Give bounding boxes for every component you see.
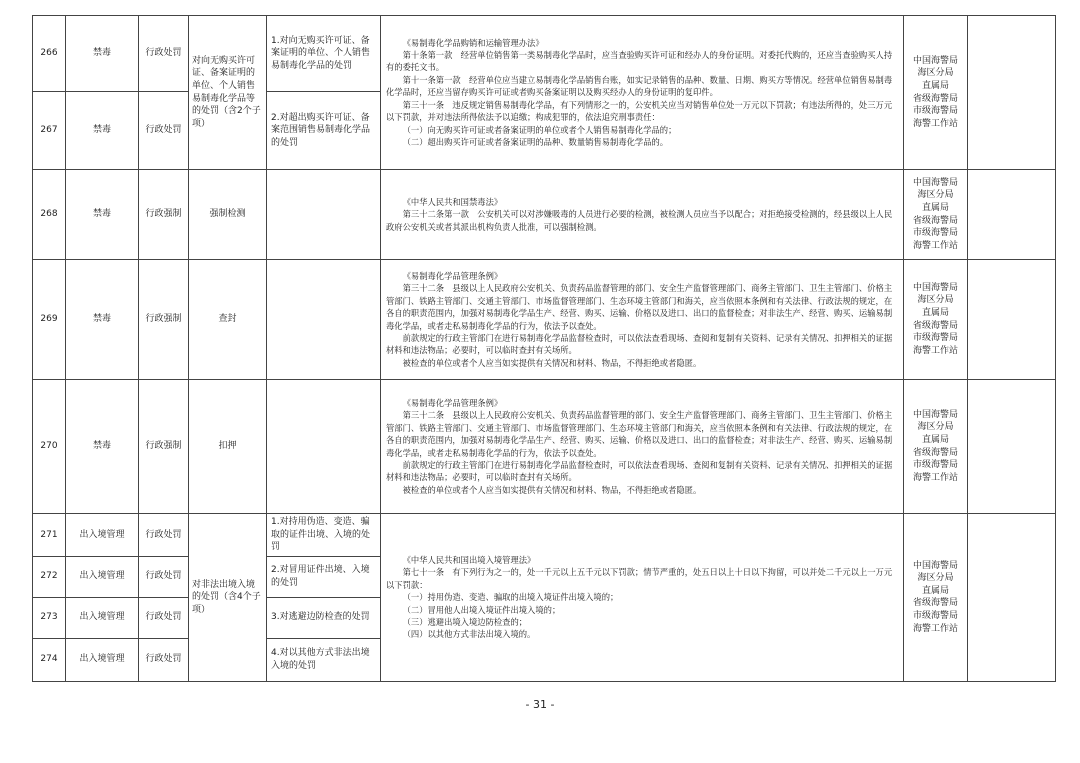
legal-basis xyxy=(381,380,904,514)
sub-item: 2.对冒用证件出境、入境的处罚 xyxy=(267,556,381,597)
row-category: 禁毒 xyxy=(66,16,139,92)
basis-line: 第三十一条 违反规定销售易制毒化学品，有下列情形之一的，公安机关应当对销售单位处一万元以下罚款；有违法所得的，处三万元以下罚款，并对违法所得依法予以追缴；构成犯罪的，依法追究刑事责任： xyxy=(386,99,893,123)
row-type: 行政处罚 xyxy=(139,597,189,638)
authority xyxy=(904,170,968,260)
basis-line: （一）持用伪造、变造、骗取的出境入境证件出境入境的； xyxy=(402,592,619,603)
authority-line: 直属局 xyxy=(921,80,949,91)
authority-line: 省级海警局 xyxy=(912,598,958,609)
authority xyxy=(904,16,968,170)
basis-line: 第三十二条第一款 公安机关可以对涉嫌吸毒的人员进行必要的检测，被检测人员应当予以配合；对拒绝接受检测的，经县级以上人民政府公安机关或者其派出机构负责人批准，可以强制检测。 xyxy=(386,209,893,232)
item-name: 强制检测 xyxy=(189,170,267,260)
row-number: 270 xyxy=(33,380,66,514)
row-number: 267 xyxy=(33,92,66,170)
sub-item: 1.对持用伪造、变造、骗取的证件出境、入境的处罚 xyxy=(267,514,381,557)
authority-line: 海区分局 xyxy=(917,422,954,433)
row-category: 禁毒 xyxy=(66,380,139,514)
basis-line: 《中华人民共和国禁毒法》 xyxy=(402,196,503,207)
basis-line: 《易制毒化学品管理条例》 xyxy=(402,397,503,408)
basis-line: （四）以其他方式非法出境入境的。 xyxy=(402,629,536,640)
table-row xyxy=(33,16,1056,92)
legal-basis xyxy=(381,514,904,682)
sub-item: 2.对超出购买许可证、备案范围销售易制毒化学品的处罚 xyxy=(267,92,381,170)
basis-line: 第十条第一款 经营单位销售第一类易制毒化学品时，应当查验购买许可证和经办人的身份证明。对委托代购的，还应当查验购买人持有的委托文书。 xyxy=(386,50,893,73)
authority-line: 海区分局 xyxy=(917,295,954,306)
row-category: 出入境管理 xyxy=(66,597,139,638)
authority-line: 直属局 xyxy=(921,434,949,445)
row-category: 禁毒 xyxy=(66,260,139,380)
authority-line: 市级海警局 xyxy=(912,610,958,621)
basis-line: 前款规定的行政主管部门在进行易制毒化学品监督检查时，可以依法查看现场、查阅和复制有关资料、记录有关情况、扣押相关的证据材料和违法物品；必要时，可以临时查封有关场所。 xyxy=(386,459,893,483)
authority-line: 市级海警局 xyxy=(912,228,958,239)
authority xyxy=(904,380,968,514)
authority-line: 海警工作站 xyxy=(912,240,958,251)
remarks xyxy=(968,514,1056,682)
authority-line: 市级海警局 xyxy=(912,106,958,117)
row-type: 行政处罚 xyxy=(139,514,189,557)
remarks xyxy=(968,170,1056,260)
sub-item xyxy=(267,260,381,380)
table-row xyxy=(33,380,1056,514)
row-category: 禁毒 xyxy=(66,170,139,260)
table-row xyxy=(33,260,1056,380)
authority-line: 直属局 xyxy=(921,202,949,213)
row-category: 出入境管理 xyxy=(66,514,139,557)
sub-item xyxy=(267,380,381,514)
authority-line: 市级海警局 xyxy=(912,460,958,471)
authority-line: 海警工作站 xyxy=(912,118,958,129)
row-type: 行政处罚 xyxy=(139,92,189,170)
enforcement-table xyxy=(32,15,1056,682)
basis-line: 《易制毒化学品管理条例》 xyxy=(402,270,503,281)
row-type: 行政处罚 xyxy=(139,16,189,92)
row-type: 行政处罚 xyxy=(139,556,189,597)
authority-line: 省级海警局 xyxy=(912,93,958,104)
authority-line: 海警工作站 xyxy=(912,472,958,483)
row-type: 行政强制 xyxy=(139,170,189,260)
row-category: 禁毒 xyxy=(66,92,139,170)
authority-line: 省级海警局 xyxy=(912,447,958,458)
basis-line: 前款规定的行政主管部门在进行易制毒化学品监督检查时，可以依法查看现场、查阅和复制有关资料、记录有关情况、扣押相关的证据材料和违法物品；必要时，可以临时查封有关场所。 xyxy=(386,332,893,356)
basis-line: （二）冒用他人出境入境证件出境入境的； xyxy=(402,604,561,615)
row-number: 266 xyxy=(33,16,66,92)
sub-item xyxy=(267,170,381,260)
remarks xyxy=(968,380,1056,514)
authority-line: 省级海警局 xyxy=(912,320,958,331)
authority-line: 中国海警局 xyxy=(912,55,958,66)
authority-line: 海区分局 xyxy=(917,573,954,584)
sub-item: 1.对向无购买许可证、备案证明的单位、个人销售易制毒化学品的处罚 xyxy=(267,16,381,92)
row-number: 274 xyxy=(33,638,66,681)
authority-line: 直属局 xyxy=(921,307,949,318)
page-number: - 31 - xyxy=(525,698,555,711)
basis-line: 第三十二条 县级以上人民政府公安机关、负责药品监督管理的部门、安全生产监督管理部门、商务主管部门、卫生主管部门、价格主管部门、铁路主管部门、交通主管部门、市场监督管理部门、生态环境主管部门和海关，应当依照本条例和有关法律、行政法规的规定，在各自的职责范围内，加强对易制毒化学品生产、经营、购买、运输、价格以及进口、出口的监督检查；对非法生产、经营、购买、运输易制毒化学品，或者走私易制毒化学品的行为，依法予以查处。 xyxy=(386,410,893,458)
authority-line: 海区分局 xyxy=(917,190,954,201)
authority-line: 中国海警局 xyxy=(912,177,958,188)
item-name: 查封 xyxy=(189,260,267,380)
row-number: 268 xyxy=(33,170,66,260)
row-number: 271 xyxy=(33,514,66,557)
row-number: 273 xyxy=(33,597,66,638)
row-type: 行政强制 xyxy=(139,380,189,514)
table-row xyxy=(33,514,1056,557)
authority xyxy=(904,514,968,682)
legal-basis xyxy=(381,16,904,170)
remarks xyxy=(968,260,1056,380)
sub-item: 3.对逃避边防检查的处罚 xyxy=(267,597,381,638)
item-name: 扣押 xyxy=(189,380,267,514)
basis-line: （二）超出购买许可证或者备案证明的品种、数量销售易制毒化学品的。 xyxy=(402,136,669,147)
row-category: 出入境管理 xyxy=(66,638,139,681)
authority-line: 海区分局 xyxy=(917,68,954,79)
authority-line: 省级海警局 xyxy=(912,215,958,226)
authority-line: 中国海警局 xyxy=(912,409,958,420)
legal-basis xyxy=(381,170,904,260)
item-name: 对非法出境入境的处罚（含4个子项） xyxy=(189,514,267,682)
item-name: 对向无购买许可证、备案证明的单位、个人销售易制毒化学品等的处罚（含2个子项） xyxy=(189,16,267,170)
table-row xyxy=(33,170,1056,260)
row-type: 行政处罚 xyxy=(139,638,189,681)
basis-line: 第十一条第一款 经营单位应当建立易制毒化学品销售台账，如实记录销售的品种、数量、日期、购买方等情况。经营单位销售易制毒化学品时，还应当留存购买许可证或者购买备案证明以及购买经办人的身份证明的复印件。 xyxy=(386,74,893,98)
authority xyxy=(904,260,968,380)
basis-line: 被检查的单位或者个人应当如实提供有关情况和材料、物品，不得拒绝或者隐匿。 xyxy=(402,484,702,495)
sub-item: 4.对以其他方式非法出境入境的处罚 xyxy=(267,638,381,681)
row-number: 269 xyxy=(33,260,66,380)
authority-line: 中国海警局 xyxy=(912,282,958,293)
authority-line: 海警工作站 xyxy=(912,345,958,356)
basis-line: 《易制毒化学品购销和运输管理办法》 xyxy=(402,37,544,48)
basis-line: （三）逃避出境入境边防检查的； xyxy=(402,617,528,627)
authority-line: 中国海警局 xyxy=(912,560,958,571)
remarks xyxy=(968,16,1056,170)
row-category: 出入境管理 xyxy=(66,556,139,597)
authority-line: 市级海警局 xyxy=(912,333,958,344)
legal-basis xyxy=(381,260,904,380)
row-type: 行政强制 xyxy=(139,260,189,380)
basis-line: 第三十二条 县级以上人民政府公安机关、负责药品监督管理的部门、安全生产监督管理部门、商务主管部门、卫生主管部门、价格主管部门、铁路主管部门、交通主管部门、市场监督管理部门、生态环境主管部门和海关，应当依照本条例和有关法律、行政法规的规定，在各自的职责范围内，加强对易制毒化学品生产、经营、购买、运输、价格以及进口、出口的监督检查；对非法生产、经营、购买、运输易制毒化学品，或者走私易制毒化学品的行为，依法予以查处。 xyxy=(386,283,893,331)
basis-line: （一）向无购买许可证或者备案证明的单位或者个人销售易制毒化学品的； xyxy=(402,124,677,135)
basis-line: 第七十一条 有下列行为之一的，处一千元以上五千元以下罚款；情节严重的，处五日以上十日以下拘留，可以并处二千元以上一万元以下罚款： xyxy=(386,567,893,590)
row-number: 272 xyxy=(33,556,66,597)
basis-line: 被检查的单位或者个人应当如实提供有关情况和材料、物品，不得拒绝或者隐匿。 xyxy=(402,357,702,368)
authority-line: 直属局 xyxy=(921,585,949,596)
basis-line: 《中华人民共和国出境入境管理法》 xyxy=(402,554,536,565)
authority-line: 海警工作站 xyxy=(912,623,958,634)
